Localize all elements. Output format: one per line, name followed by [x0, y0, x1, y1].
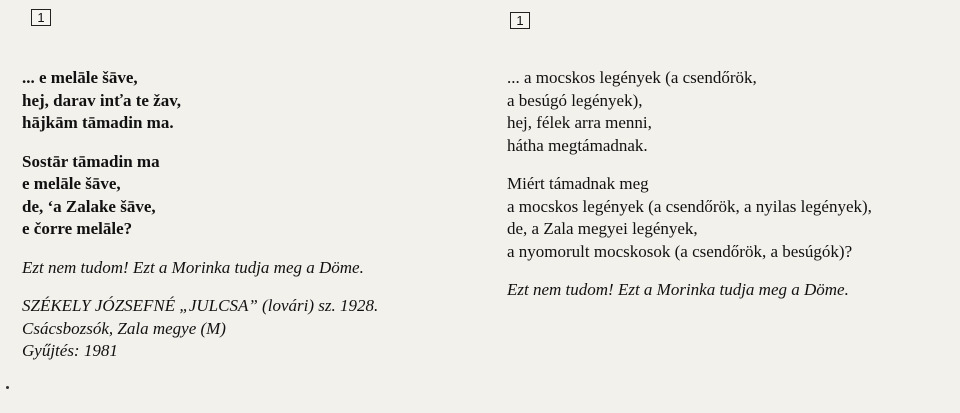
song-number-box: 1	[510, 12, 530, 29]
spoken-line: Ezt nem tudom! Ezt a Morinka tudja meg a Döme.	[22, 257, 364, 277]
lyric-line: e melāle šāve,	[22, 174, 121, 193]
translation-line: a besúgó legények),	[507, 90, 643, 110]
romani-lyrics-column	[22, 67, 378, 363]
lyric-line: e čorre melāle?	[22, 219, 133, 238]
lyric-line: Sostār tāmadin ma	[22, 151, 160, 171]
translation-line: Miért támadnak meg	[507, 174, 649, 193]
translation-line: de, a Zala megyei legények,	[507, 219, 698, 238]
lyric-line: hej, darav inťa te žav,	[22, 90, 182, 110]
translation-line: hátha megtámadnak.	[507, 135, 648, 155]
performer-credit: SZÉKELY JÓZSEFNÉ „JULCSA” (lovári) sz. 1928.	[22, 296, 379, 315]
translation-line: hej, félek arra menni,	[507, 113, 652, 132]
location-credit: Csácsbozsók, Zala megye (M)	[22, 318, 226, 338]
translation-line: a nyomorult mocskosok (a csendőrök, a besúgók)?	[507, 241, 853, 261]
translation-line: a mocskos legények (a csendőrök, a nyilas legények),	[507, 196, 872, 216]
lyric-line: ... e melāle šāve,	[22, 68, 138, 87]
page-speck	[6, 386, 9, 389]
song-number-box: 1	[31, 9, 51, 26]
spoken-line-translation: Ezt nem tudom! Ezt a Morinka tudja meg a Döme.	[507, 280, 849, 299]
lyric-line: de, ‘a Zalake šāve,	[22, 196, 156, 216]
collection-date: Gyűjtés: 1981	[22, 341, 118, 360]
translation-line: ... a mocskos legények (a csendőrök,	[507, 68, 757, 87]
hungarian-translation-column	[507, 67, 872, 302]
lyric-line: hājkām tāmadin ma.	[22, 113, 174, 132]
